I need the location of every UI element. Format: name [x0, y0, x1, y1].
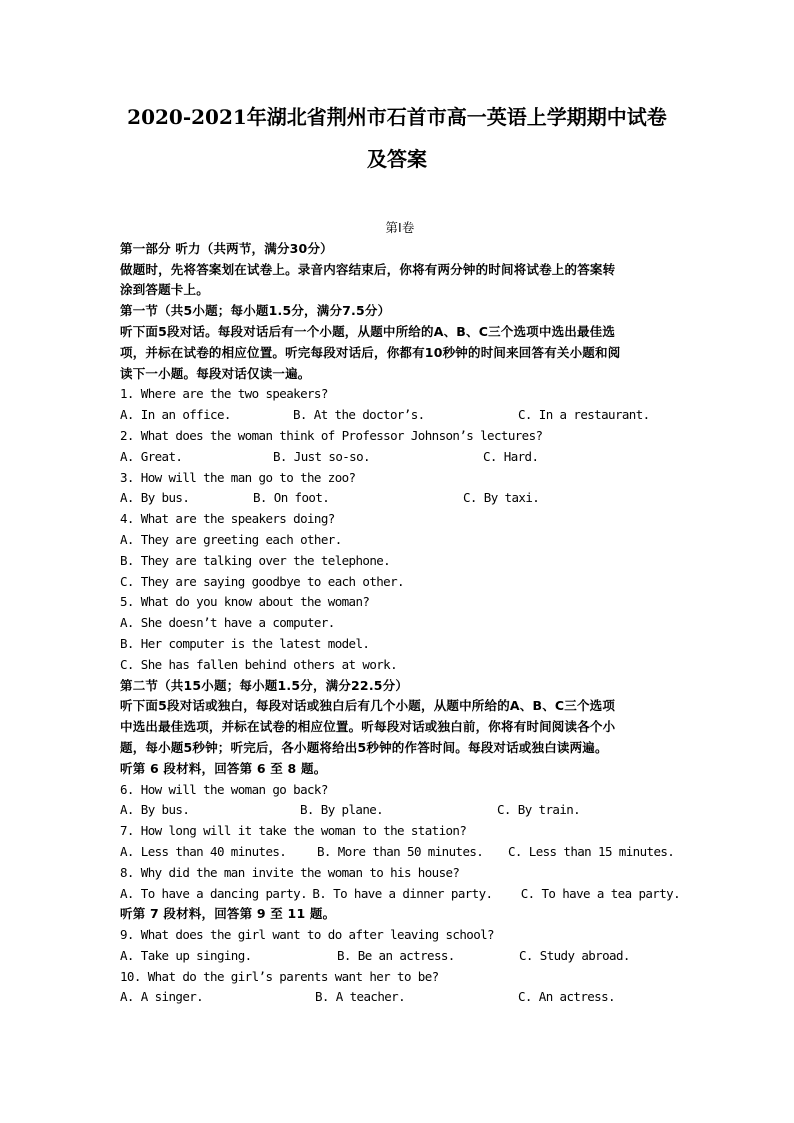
question-6-options: [120, 800, 680, 821]
section1-instruction: 听下面5段对话。每段对话后有一个小题，从题中所给的A、B、C三个选项中选出最佳选: [120, 323, 616, 339]
question-2-options: [120, 447, 680, 468]
section1-instruction: 读下一小题。每段对话仅读一遍。: [120, 365, 311, 381]
question-3-options: [120, 488, 680, 509]
section2-instruction: 中选出最佳选项，并标在试卷的相应位置。听每段对话或独白前，你将有时间阅读各个小: [120, 719, 616, 735]
option-c: C. In a restaurant.: [518, 407, 650, 423]
part1-instruction: 做题时，先将答案划在试卷上。录音内容结束后，你将有两分钟的时间将试卷上的答案转: [120, 261, 616, 277]
question-10-stem: 10. What do the girl’s parents want her to be?: [120, 968, 439, 984]
question-2-stem: 2. What does the woman think of Professor Johnson’s lectures?: [120, 427, 543, 443]
question-9-options: [120, 946, 680, 967]
option-a: A. To have a dancing party.: [120, 885, 307, 901]
question-8-options: [120, 884, 680, 905]
option-b: B. Her computer is the latest model.: [120, 635, 370, 651]
question-10-options: [120, 987, 680, 1008]
option-c: C. Hard.: [483, 448, 539, 464]
option-b: B. To have a dinner party.: [312, 885, 493, 901]
section2-instruction: 听下面5段对话或独白，每段对话或独白后有几个小题，从题中所给的A、B、C三个选项: [120, 698, 616, 714]
exam-title-line-1: 2020-2021年湖北省荆州市石首市高一英语上学期期中试卷: [127, 105, 667, 129]
option-c: C. By train.: [497, 802, 581, 818]
material-6-heading: 听第 6 段材料，回答第 6 至 8 题。: [120, 760, 327, 776]
option-c: C. She has fallen behind others at work.: [120, 656, 398, 672]
material-7-heading: 听第 7 段材料，回答第 9 至 11 题。: [120, 906, 336, 922]
option-a: A. By bus.: [120, 490, 190, 506]
option-a: A. She doesn’t have a computer.: [120, 615, 335, 631]
question-4-stem: 4. What are the speakers doing?: [120, 511, 335, 527]
option-c: C. An actress.: [518, 989, 615, 1005]
option-a: A. In an office.: [120, 407, 231, 423]
section1-instruction: 项，并标在试卷的相应位置。听完每段对话后，你都有10秒钟的时间来回答有关小题和阅: [120, 344, 621, 360]
option-b: B. They are talking over the telephone.: [120, 552, 391, 568]
option-b: B. Just so-so.: [273, 448, 370, 464]
option-b: B. At the doctor’s.: [293, 407, 425, 423]
option-a: A. A singer.: [120, 989, 204, 1005]
option-c: C. Less than 15 minutes.: [508, 843, 675, 859]
exam-content: [120, 218, 680, 1008]
option-c: C. By taxi.: [463, 490, 540, 506]
question-9-stem: 9. What does the girl want to do after leaving school?: [120, 927, 494, 943]
part1-instruction: 涂到答题卡上。: [120, 282, 209, 298]
question-6-stem: 6. How will the woman go back?: [120, 781, 328, 797]
part1-heading: 第一部分 听力（共两节，满分30分）: [120, 240, 333, 256]
volume-heading: 第I卷: [385, 220, 415, 235]
option-c: C. They are saying goodbye to each other.: [120, 573, 404, 589]
option-a: A. They are greeting each other.: [120, 531, 342, 547]
section2-instruction: 题，每小题5秒钟；听完后，各小题将给出5秒钟的作答时间。每段对话或独白读两遍。: [120, 739, 608, 755]
question-8-stem: 8. Why did the man invite the woman to his house?: [120, 864, 460, 880]
option-c: C. Study abroad.: [519, 947, 630, 963]
exam-title-line-2: 及答案: [367, 147, 427, 171]
option-b: B. On foot.: [253, 490, 330, 506]
option-a: A. Great.: [120, 448, 183, 464]
section1-heading: 第一节（共5小题；每小题1.5分，满分7.5分）: [120, 303, 391, 319]
option-b: B. A teacher.: [315, 989, 406, 1005]
section2-heading: 第二节（共15小题；每小题1.5分，满分22.5分）: [120, 677, 409, 693]
option-b: B. More than 50 minutes.: [317, 843, 484, 859]
question-1-stem: 1. Where are the two speakers?: [120, 386, 328, 402]
question-7-options: [120, 842, 680, 863]
question-3-stem: 3. How will the man go to the zoo?: [120, 469, 356, 485]
question-1-options: [120, 405, 680, 426]
question-5-stem: 5. What do you know about the woman?: [120, 594, 370, 610]
option-a: A. Take up singing.: [120, 947, 252, 963]
option-b: B. Be an actress.: [337, 947, 455, 963]
option-b: B. By plane.: [300, 802, 384, 818]
option-a: A. Less than 40 minutes.: [120, 843, 287, 859]
option-a: A. By bus.: [120, 802, 190, 818]
question-7-stem: 7. How long will it take the woman to the station?: [120, 823, 467, 839]
option-c: C. To have a tea party.: [520, 885, 680, 901]
